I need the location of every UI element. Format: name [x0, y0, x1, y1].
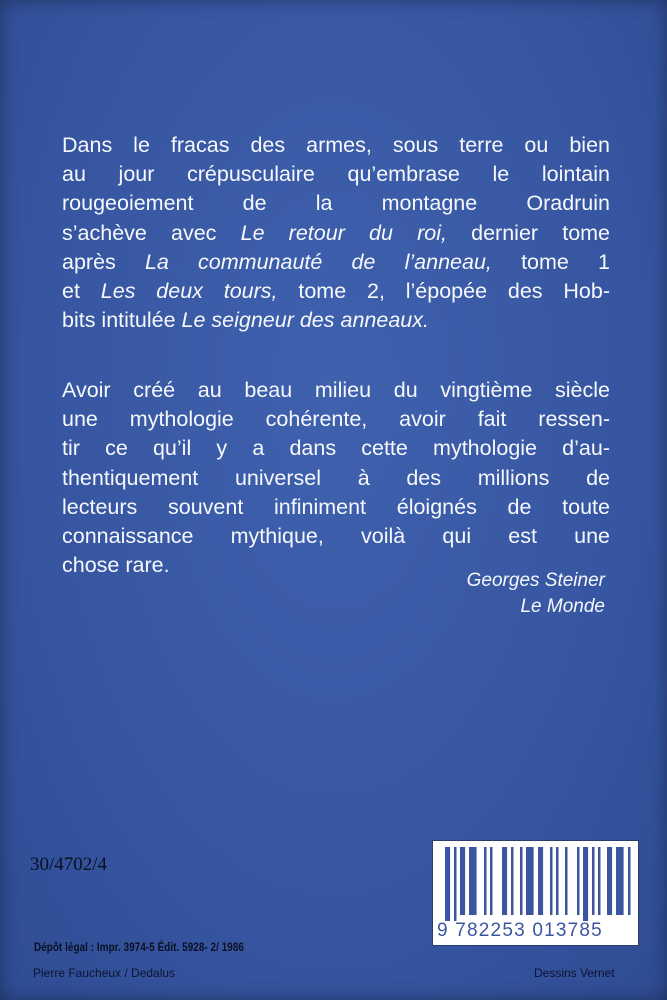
barcode-bar: [490, 847, 493, 915]
p2-line: [62, 405, 610, 434]
barcode-bar: [628, 847, 631, 915]
text-segment: tome 1: [491, 249, 610, 274]
barcode-number: 9 782253 013785: [437, 920, 603, 941]
text-segment: dernier tome: [446, 220, 611, 245]
barcode-bar: [526, 847, 534, 915]
p1-line: [62, 219, 610, 248]
quote-source: Le Monde: [520, 596, 605, 617]
barcode-bar: [484, 847, 487, 915]
barcode-bar: [469, 847, 477, 915]
text-segment: lecteurs souvent infiniment éloignés de toute: [62, 494, 610, 519]
barcode-bar: [445, 847, 450, 921]
barcode-bar: [556, 847, 559, 915]
quote-author: Georges Steiner: [466, 570, 605, 591]
text-segment: après: [62, 249, 145, 274]
text-segment: au jour crépusculaire qu’embrase le lointain: [62, 162, 610, 187]
barcode-bar: [583, 847, 588, 921]
catalog-code: 30/4702/4: [30, 854, 108, 875]
barcode-bar: [538, 847, 543, 915]
p2-line: [62, 464, 610, 493]
cover-design-credit: Pierre Faucheux / Dedalus: [33, 966, 176, 980]
text-segment: tome 2, l’épopée des Hob-: [277, 279, 610, 304]
barcode-bar: [520, 847, 523, 915]
text-segment: Dans le fracas des armes, sous terre ou bien: [62, 133, 610, 157]
text-segment: rougeoiement de la montagne Oradruin: [62, 191, 610, 216]
p1-line: [62, 277, 610, 306]
p2-line: [62, 522, 610, 551]
barcode-bars: [433, 841, 638, 921]
barcode-bar: [577, 847, 580, 915]
text-segment: une mythologie cohérente, avoir fait ressen-: [62, 407, 610, 432]
p1-line: [62, 160, 610, 189]
p1-line: [62, 248, 610, 277]
p2-line: [62, 376, 610, 405]
barcode-bar: [565, 847, 568, 915]
text-segment: s’achève avec: [62, 220, 241, 245]
text-segment: et: [62, 279, 101, 304]
p2-line: [62, 434, 610, 463]
blurb-paragraph-2: [62, 376, 610, 580]
barcode-bar: [460, 847, 465, 915]
p2-line: [62, 493, 610, 522]
barcode-bar: [502, 847, 507, 915]
text-segment: tir ce qu’il y a dans cette mythologie d’au-: [62, 436, 610, 461]
barcode-bar: [607, 847, 612, 915]
legal-deposit-text: Dépôt légal : Impr. 3974-5 Édit. 5928- 2/ 1986: [34, 940, 244, 954]
book-title-italic: La communauté de l’anneau,: [144, 249, 492, 274]
text-segment: connaissance mythique, voilà qui est une: [62, 524, 610, 549]
p1-line: [62, 189, 610, 218]
p1-line: [62, 131, 610, 160]
p1-line: [62, 306, 610, 335]
barcode-bar: [454, 847, 457, 921]
book-title-italic: Les deux tours,: [100, 279, 278, 304]
barcode-bar: [511, 847, 514, 915]
barcode-bar: [592, 847, 595, 915]
barcode-bar: [616, 847, 624, 915]
book-title-italic: Le retour du roi,: [240, 220, 447, 245]
text-segment: thentiquement universel à des millions de: [62, 465, 610, 490]
blurb-paragraph-1: [62, 131, 610, 335]
barcode-bar: [598, 847, 601, 915]
text-segment: Avoir créé au beau milieu du vingtième siècle: [62, 378, 610, 402]
illustration-credit: Dessins Vernet: [534, 966, 615, 980]
book-title-italic: Le seigneur des anneaux.: [181, 308, 429, 333]
isbn-barcode: [432, 840, 639, 946]
text-segment: bits intitulée: [62, 308, 182, 333]
barcode-bar: [550, 847, 553, 915]
text-segment: chose rare.: [62, 553, 170, 578]
